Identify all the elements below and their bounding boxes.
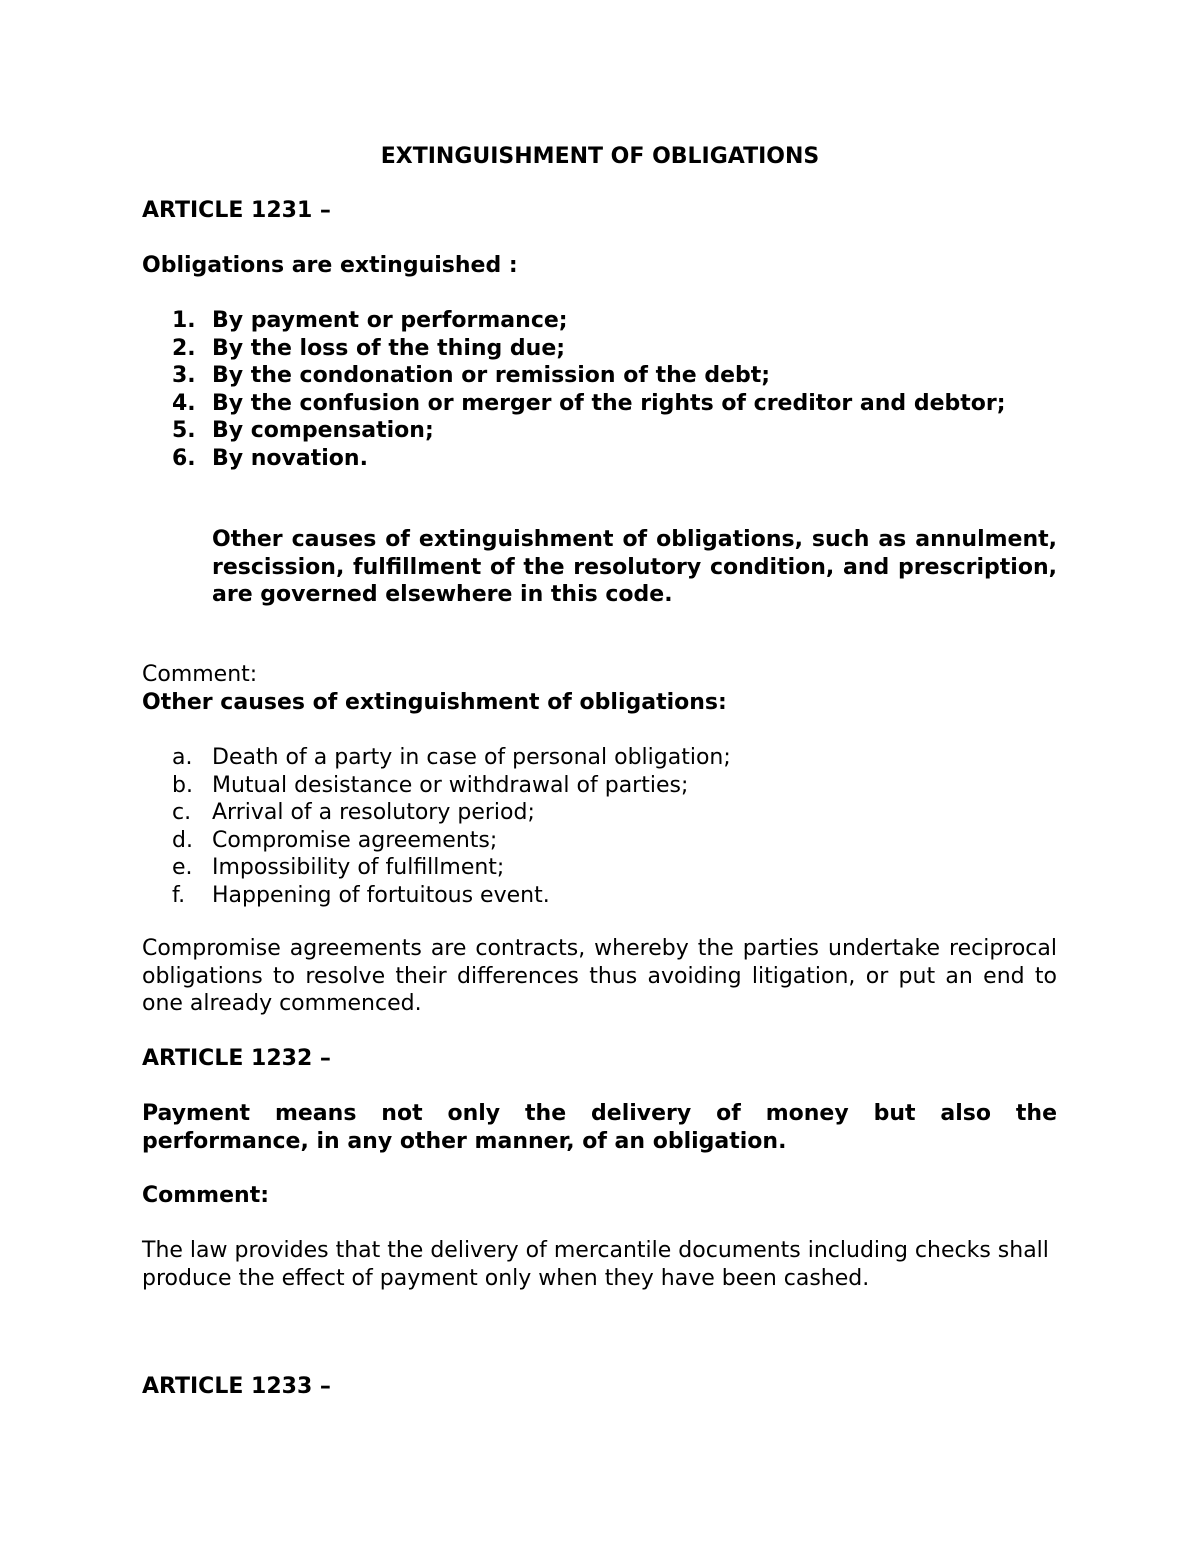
article-1231-list: [142, 307, 1057, 472]
document-title: EXTINGUISHMENT OF OBLIGATIONS: [380, 144, 820, 169]
list-marker: 4.: [172, 390, 196, 416]
compromise-paragraph: Compromise agreements are contracts, whereby the parties undertake reciprocal obligations to resolve their differences thus avoiding litigation, or put an end to one already commenced.: [142, 936, 1057, 1016]
list-marker: 2.: [172, 335, 196, 361]
other-cause-item-1: [142, 744, 1057, 772]
other-cause-item-4: [142, 827, 1057, 855]
other-cause-item-3: [142, 799, 1057, 827]
article-1232-heading: ARTICLE 1232 –: [142, 1046, 331, 1071]
list-item-text: Mutual desistance or withdrawal of parties;: [212, 772, 689, 798]
list-marker: 5.: [172, 418, 196, 443]
other-cause-item-2: [142, 772, 1057, 800]
list-item-text: Happening of fortuitous event.: [212, 882, 550, 908]
obligation-item-5: [142, 417, 1057, 445]
list-marker: d.: [172, 827, 193, 853]
article-1232-comment-text: The law provides that the delivery of mercantile documents including checks shall produce the effect of payment only when they have been cashed.: [142, 1238, 1049, 1291]
obligation-item-6: [142, 445, 1057, 473]
list-item-text: By the loss of the thing due;: [212, 335, 566, 361]
list-item-text: By payment or performance;: [212, 308, 568, 333]
other-cause-item-6: [142, 882, 1057, 910]
list-item-text: Death of a party in case of personal obligation;: [212, 745, 731, 770]
list-marker: 6.: [172, 445, 196, 471]
article-1231-intro: Obligations are extinguished :: [142, 253, 518, 278]
obligation-item-2: [142, 335, 1057, 363]
article-1232-text: Payment means not only the delivery of money but also the performance, in any other manner, of an obligation.: [142, 1101, 1057, 1154]
list-marker: c.: [172, 800, 192, 825]
list-item-text: By novation.: [212, 445, 368, 471]
article-1233-heading: ARTICLE 1233 –: [142, 1374, 331, 1399]
obligation-item-1: [142, 307, 1057, 335]
obligation-item-3: [142, 362, 1057, 390]
other-causes-paragraph: Other causes of extinguishment of obligations, such as annulment, rescission, fulfillment of the resolutory condition, and prescription, are governed elsewhere in this code.: [212, 527, 1057, 607]
comment-list: [142, 744, 1057, 909]
comment-heading: Other causes of extinguishment of obligations:: [142, 690, 727, 715]
list-item-text: Impossibility of fulfillment;: [212, 855, 505, 880]
list-item-text: By the confusion or merger of the rights of creditor and debtor;: [212, 390, 1006, 416]
list-marker: 3.: [172, 363, 196, 388]
obligation-item-4: [142, 390, 1057, 418]
article-1231-heading: ARTICLE 1231 –: [142, 198, 331, 223]
list-item-text: By the condonation or remission of the debt;: [212, 363, 771, 388]
list-item-text: By compensation;: [212, 418, 434, 443]
list-item-text: Compromise agreements;: [212, 827, 498, 853]
list-marker: b.: [172, 772, 193, 798]
article-1232-comment-label: Comment:: [142, 1183, 270, 1208]
list-marker: f.: [172, 882, 186, 908]
comment-label: Comment:: [142, 662, 258, 687]
list-marker: a.: [172, 745, 193, 770]
other-cause-item-5: [142, 854, 1057, 882]
list-marker: 1.: [172, 308, 196, 333]
list-marker: e.: [172, 855, 193, 880]
list-item-text: Arrival of a resolutory period;: [212, 800, 535, 825]
